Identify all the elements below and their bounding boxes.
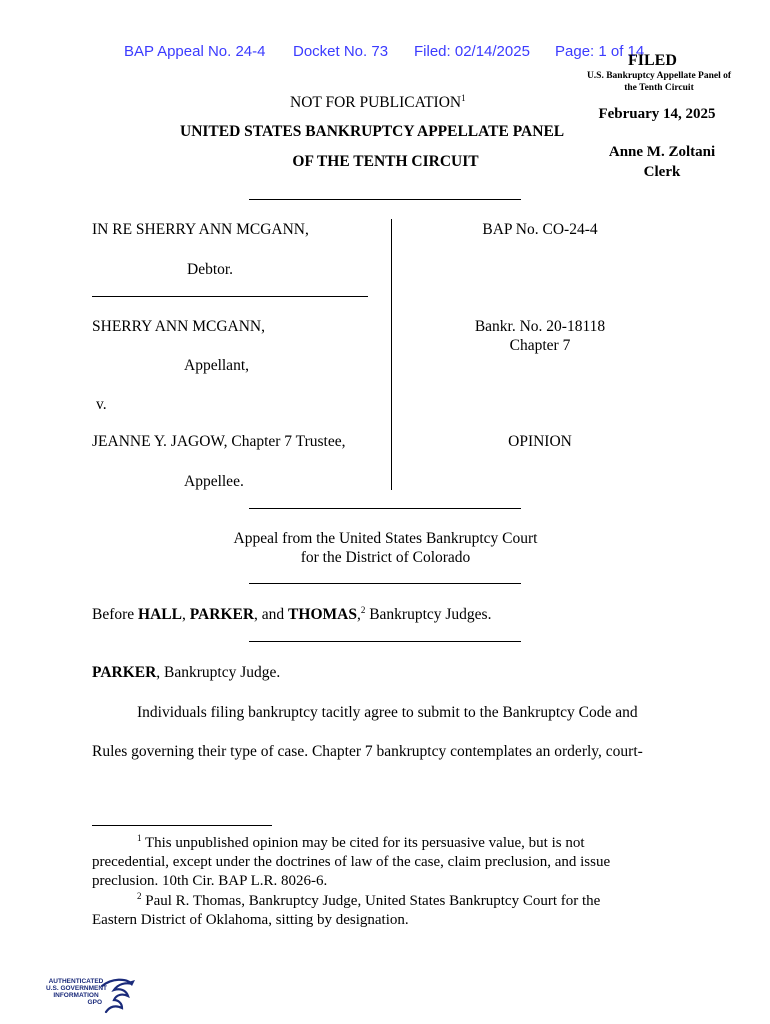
judge-thomas: THOMAS: [288, 606, 357, 623]
filed-stamp-clerk: [592, 142, 732, 182]
footnote-2-line-1: [137, 893, 600, 910]
caption-vertical-rule: [391, 219, 392, 490]
appeal-from-line1: Appeal from the United States Bankruptcy Court: [233, 530, 538, 547]
clerk-title: Clerk: [643, 164, 681, 180]
footnote-separator: [92, 825, 272, 826]
debtor-name: IN RE SHERRY ANN MCGANN,: [92, 221, 309, 238]
header-page-count: Page: 1 of 14: [555, 43, 645, 60]
panel-sep: , and: [254, 606, 289, 623]
panel-sep: ,: [181, 606, 190, 623]
document-type: OPINION: [508, 433, 572, 450]
footnote-1-text: This unpublished opinion may be cited for its persuasive value, but is not: [141, 835, 585, 851]
panel-judges: [92, 606, 491, 624]
bap-number: BAP No. CO-24-4: [482, 221, 598, 238]
versus: v.: [96, 396, 107, 413]
appellant-name: SHERRY ANN MCGANN,: [92, 318, 265, 335]
body-line-2: Rules governing their type of case. Chapter 7 bankruptcy contemplates an orderly, court-: [92, 743, 643, 760]
clerk-name: Anne M. Zoltani: [608, 144, 716, 160]
header-filed-date: Filed: 02/14/2025: [414, 43, 530, 60]
divider: [249, 641, 521, 642]
header-appeal-number: BAP Appeal No. 24-4: [124, 43, 266, 60]
court-name-line2: OF THE TENTH CIRCUIT: [292, 153, 479, 170]
filed-stamp-panel: U.S. Bankruptcy Appellate Panel of the Tenth Circuit: [586, 71, 732, 93]
footnote-1-line-3: preclusion. 10th Cir. BAP L.R. 8026-6.: [92, 873, 328, 889]
opinion-author: [92, 664, 280, 682]
publication-status-text: NOT FOR PUBLICATION: [290, 94, 462, 111]
author-name: PARKER: [92, 664, 157, 681]
header-docket-number: Docket No. 73: [293, 43, 389, 60]
footnote-ref-1: 1: [461, 92, 466, 103]
eagle-icon: [98, 976, 138, 1016]
panel-comma: ,: [356, 606, 361, 623]
appellant-role: Appellant,: [184, 357, 249, 374]
gpo-line: AUTHENTICATED: [48, 978, 104, 985]
footnote-1-marker: 1: [137, 833, 142, 843]
bankruptcy-number: Bankr. No. 20-18118: [474, 318, 606, 335]
gpo-line: GPO: [87, 999, 102, 1006]
court-name-line1: UNITED STATES BANKRUPTCY APPELLATE PANEL: [180, 123, 565, 140]
judge-parker: PARKER: [189, 606, 255, 623]
footnote-1-line-2: precedential, except under the doctrines of law of the case, claim preclusion, and issue: [92, 854, 611, 870]
divider: [249, 583, 521, 584]
gpo-logo-text: [46, 978, 106, 1006]
footnote-ref-2: 2: [360, 604, 366, 615]
footnote-2-marker: 2: [137, 891, 142, 901]
debtor-role: Debtor.: [187, 261, 234, 278]
footnote-1-line-1: [137, 835, 585, 852]
appellee-role: Appellee.: [184, 473, 244, 490]
appeal-from-line2: for the District of Colorado: [300, 549, 471, 566]
author-suffix: , Bankruptcy Judge.: [156, 664, 281, 681]
gpo-line: INFORMATION: [53, 992, 99, 999]
caption-divider: [92, 296, 368, 297]
divider: [249, 508, 521, 509]
divider: [249, 199, 521, 200]
gpo-authenticated-logo: [46, 976, 136, 1016]
filed-stamp-label: FILED: [628, 52, 677, 69]
panel-suffix: Bankruptcy Judges.: [365, 606, 492, 623]
panel-before: Before: [92, 606, 139, 623]
footnote-2-line-2: Eastern District of Oklahoma, sitting by designation.: [92, 912, 409, 928]
chapter: Chapter 7: [509, 337, 571, 354]
footnote-2-text: Paul R. Thomas, Bankruptcy Judge, United States Bankruptcy Court for the: [141, 893, 601, 909]
publication-status: [290, 94, 466, 112]
gpo-line: U.S. GOVERNMENT: [46, 985, 108, 992]
body-line-1: Individuals filing bankruptcy tacitly agree to submit to the Bankruptcy Code and: [137, 704, 638, 721]
appellee-name: JEANNE Y. JAGOW, Chapter 7 Trustee,: [92, 433, 346, 450]
filed-stamp-date: February 14, 2025: [598, 106, 716, 122]
judge-hall: HALL: [138, 606, 182, 623]
